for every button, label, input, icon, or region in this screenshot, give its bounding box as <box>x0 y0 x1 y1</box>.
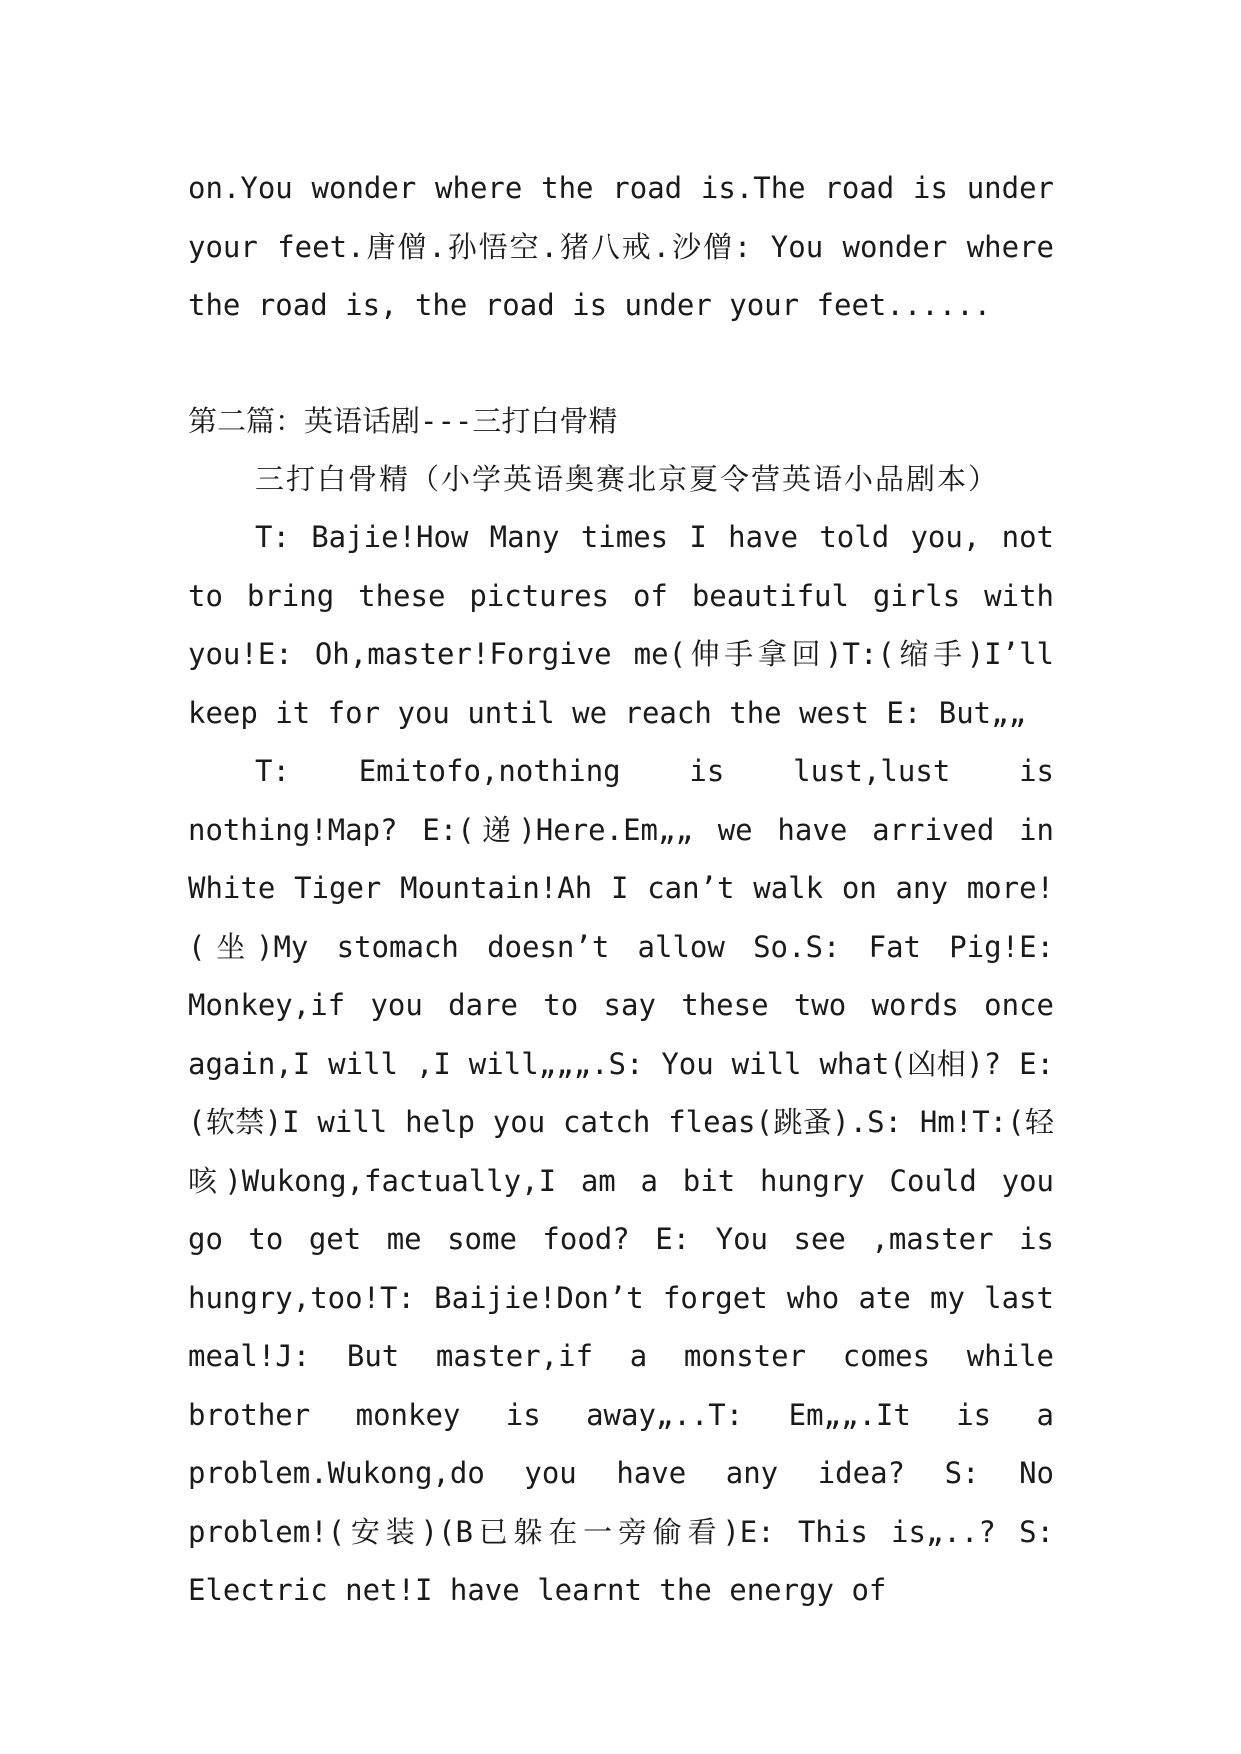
section-subtitle: 三打白骨精（小学英语奥赛北京夏令营英语小品剧本） <box>255 462 1000 496</box>
script-paragraph-1: T: Bajie!How Many times I have told you, not to bring these pictures of beautiful girls with you!E: Oh,master!Forgive me(伸手拿回)T:(缩手)I’ll keep it for you until we reach the west E: But„„ <box>188 520 1054 730</box>
script-paragraph-2: T: Emitofo,nothing is lust,lust is nothing!Map? E:(递)Here.Em„„ we have arrived in White Tiger Mountain!Ah I can’t walk on any more!(坐)My stomach doesn’t allow So.S: Fat Pig!E: Monkey,if you dare to say these two words once again,I will ,I will„„„.S: You will what(凶相)? E:(软禁)I will help you catch fleas(跳蚤).S: Hm!T:(轻咳)Wukong,factually,I am a bit hungry Could you go to get me some food? E: You see ,master is hungry,too!T: Baijie!Don’t forget who ate my last meal!J: But master,if a monster comes while brother monkey is away„..T: Em„„.It is a problem.Wukong,do you have any idea? S: No problem!(安装)(B已躲在一旁偷看)E: This is„..? S: Electric net!I have learnt the energy of <box>188 754 1054 1607</box>
section-heading: 第二篇：英语话剧---三打白骨精 <box>188 404 618 438</box>
script-body <box>188 508 1054 1620</box>
previous-section-text <box>188 159 1054 335</box>
closing-paragraph: on.You wonder where the road is.The road is under your feet.唐僧.孙悟空.猪八戒.沙僧: You wonder where the road is, the road is under your feet...... <box>188 171 1054 322</box>
